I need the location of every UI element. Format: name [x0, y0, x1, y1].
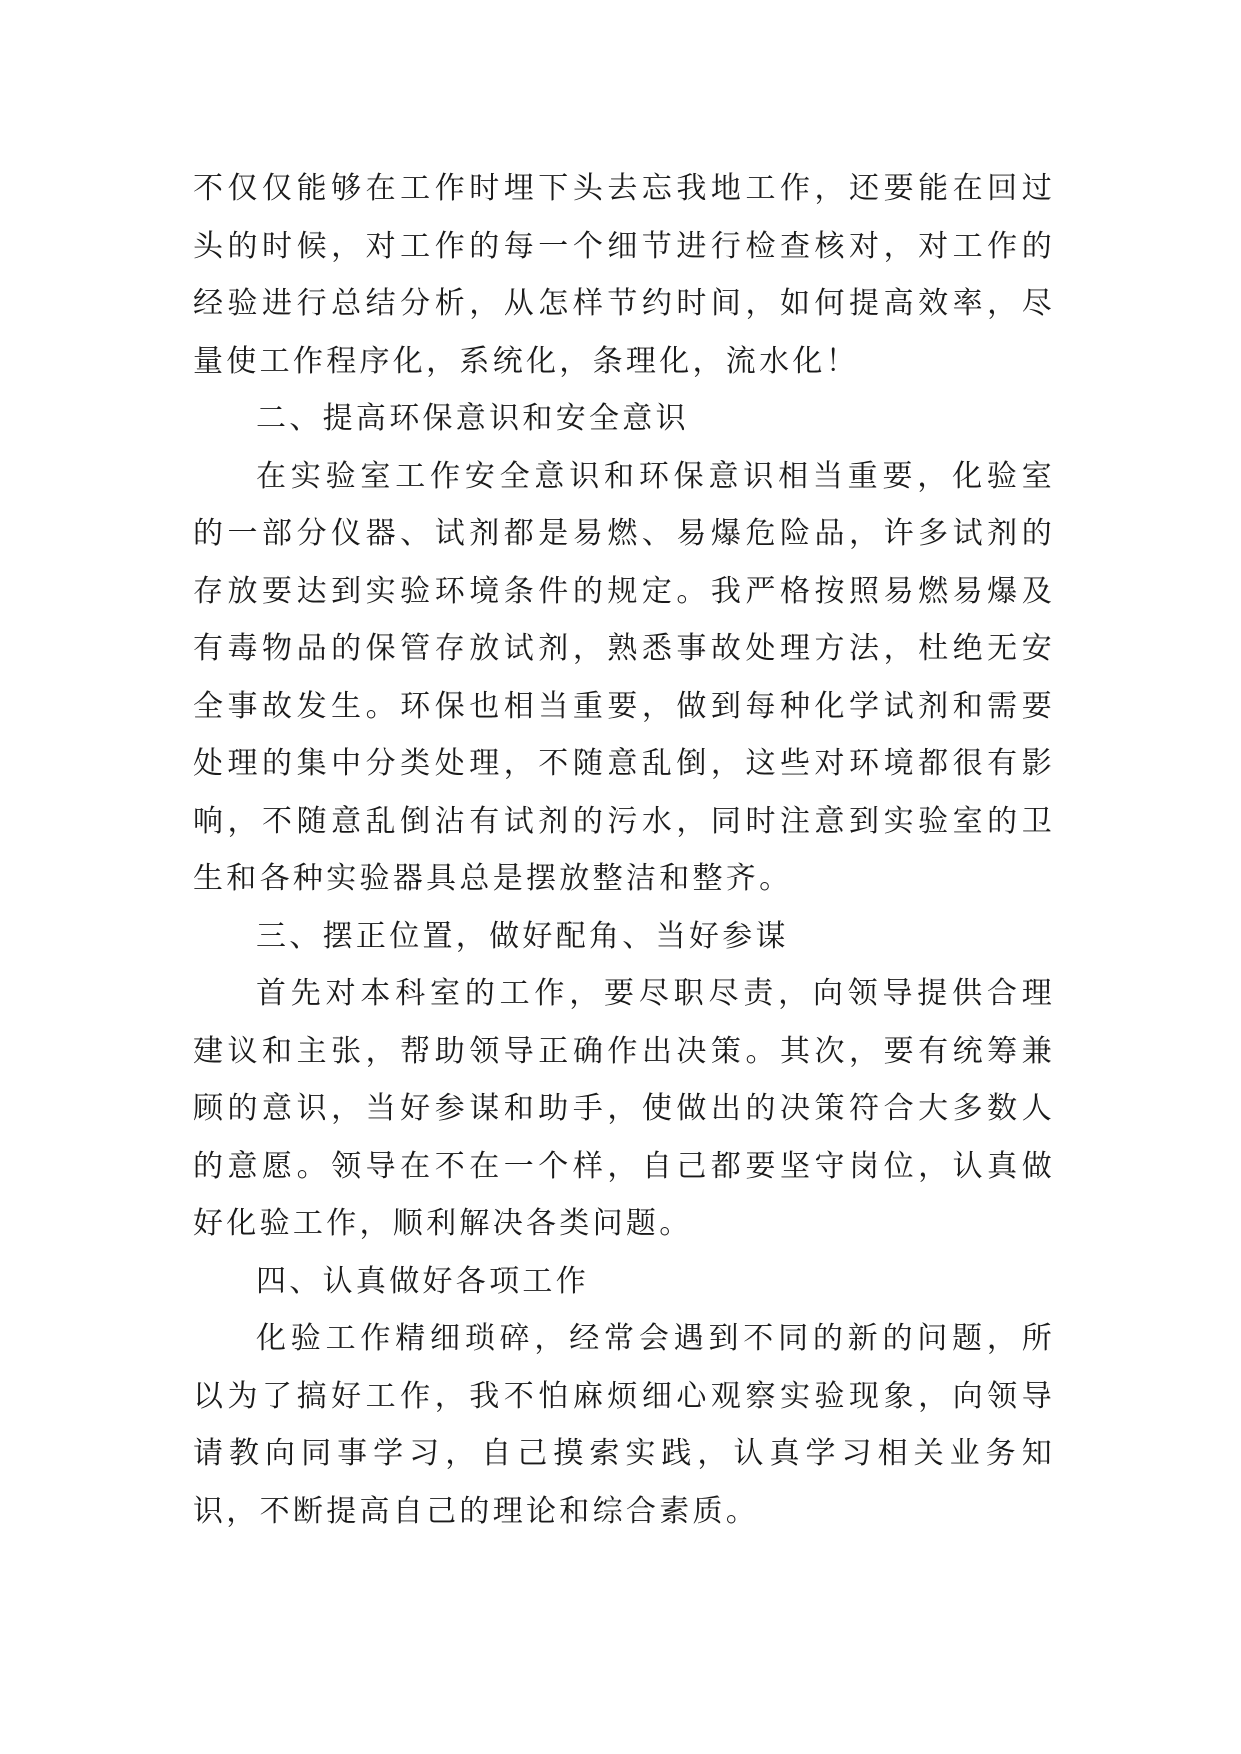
- heading-position-role: 三、摆正位置，做好配角、当好参谋: [256, 918, 789, 954]
- paragraph-do-each-task: 化验工作精细琐碎，经常会遇到不同的新的问题，所以为了搞好工作，我不怕麻烦细心观察实验现象，向领导请教向同事学习，自己摸索实践，认真学习相关业务知识，不断提高自己的理论和综合素质。: [193, 1321, 1055, 1529]
- heading-environment-safety: 二、提高环保意识和安全意识: [256, 401, 689, 436]
- document-page: [193, 160, 1055, 1540]
- paragraph-position-role: 首先对本科室的工作，要尽职尽责，向领导提供合理建议和主张，帮助领导正确作出决策。其次，要有统筹兼顾的意识，当好参谋和助手，使做出的决策符合大多数人的意愿。领导在不在一个样，自己都要坚守岗位，认真做好化验工作，顺利解决各类问题。: [193, 976, 1055, 1241]
- paragraph-work-habits: 不仅仅能够在工作时埋下头去忘我地工作，还要能在回过头的时候，对工作的每一个细节进行检查核对，对工作的经验进行总结分析，从怎样节约时间，如何提高效率，尽量使工作程序化，系统化，条理化，流水化！: [193, 171, 1055, 379]
- paragraph-environment-safety: 在实验室工作安全意识和环保意识相当重要，化验室的一部分仪器、试剂都是易燃、易爆危险品，许多试剂的存放要达到实验环境条件的规定。我严格按照易燃易爆及有毒物品的保管存放试剂，熟悉事故处理方法，杜绝无安全事故发生。环保也相当重要，做到每种化学试剂和需要处理的集中分类处理，不随意乱倒，这些对环境都很有影响，不随意乱倒沾有试剂的污水，同时注意到实验室的卫生和各种实验器具总是摆放整洁和整齐。: [193, 458, 1055, 896]
- heading-do-each-task: 四、认真做好各项工作: [256, 1263, 589, 1299]
